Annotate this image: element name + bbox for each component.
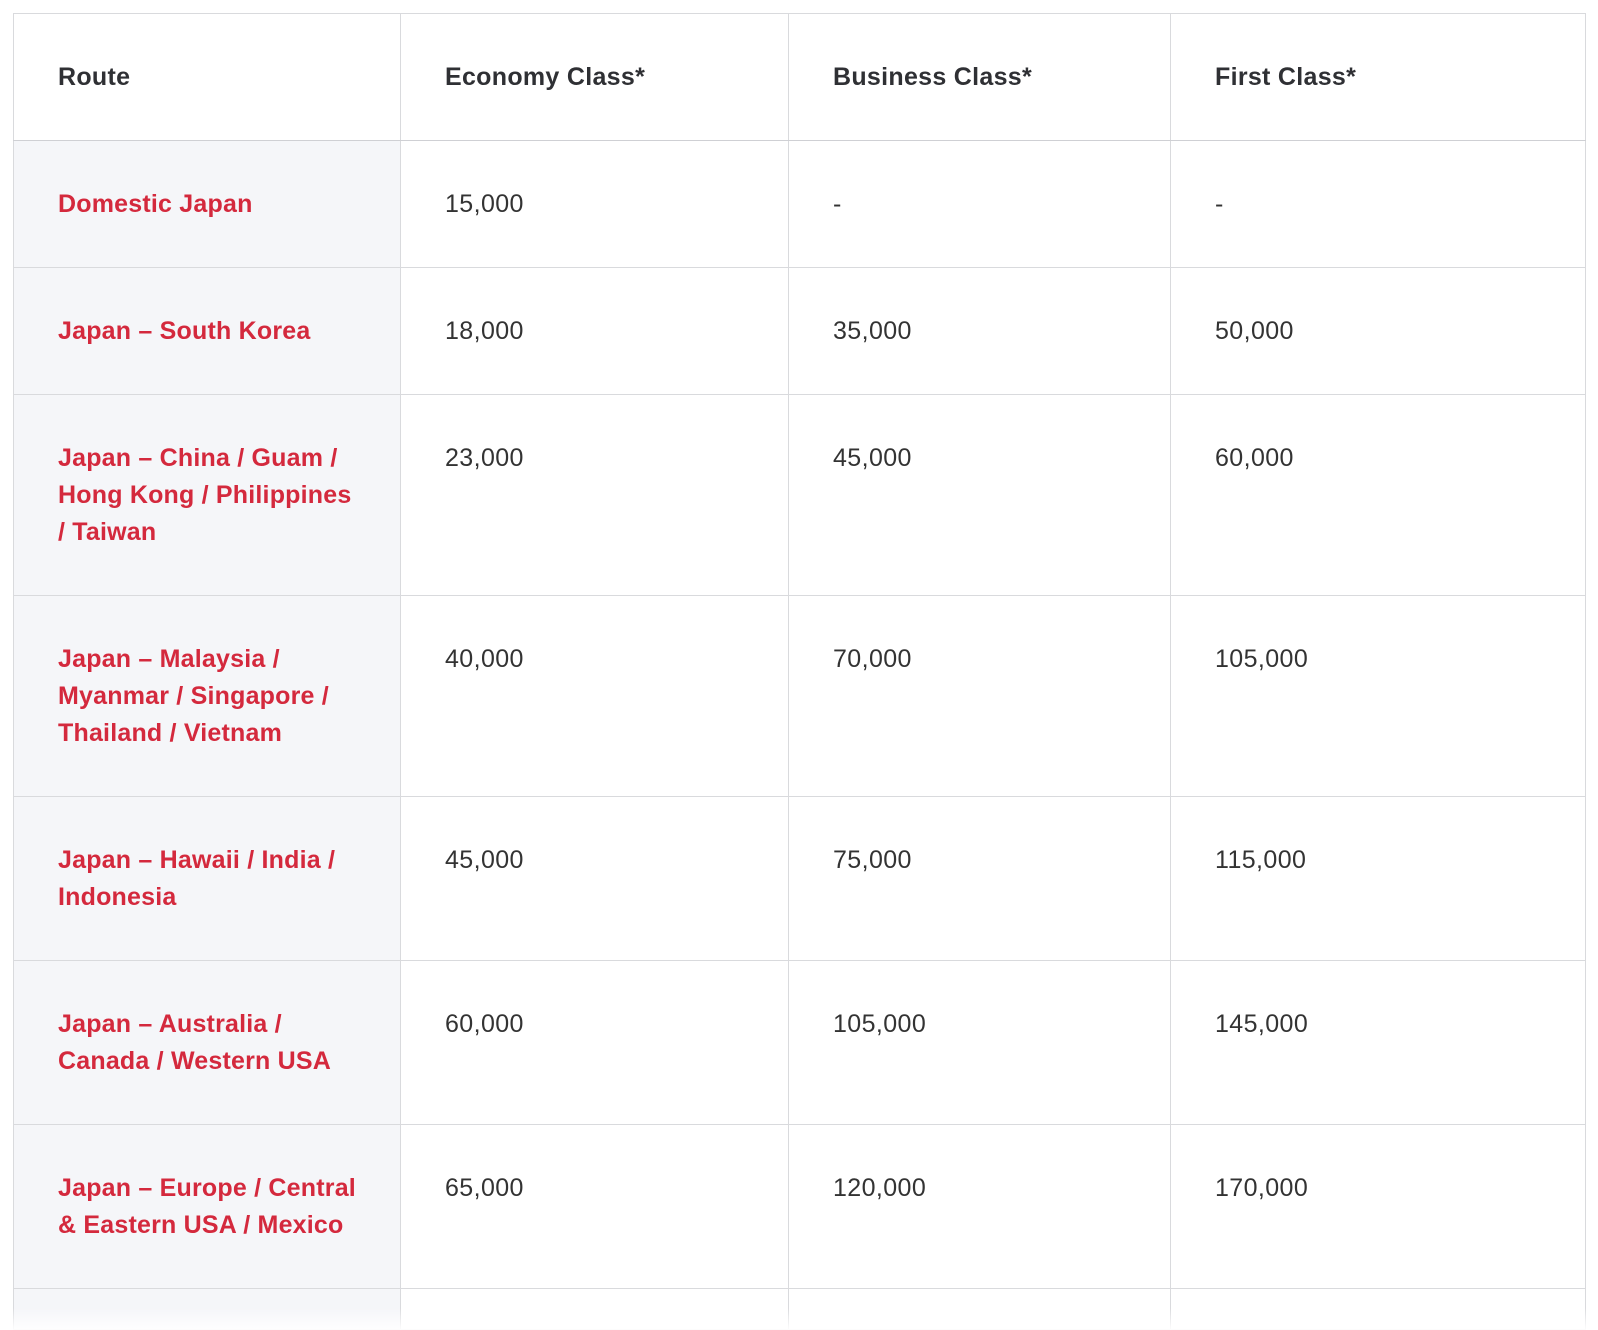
award-chart-table [13,13,1586,1330]
column-header-business: Business Class* [789,14,1171,141]
header-row [14,14,1586,141]
table-row-hawaii-india-indonesia [14,797,1586,961]
business-value: 75,000 [789,797,1171,961]
economy-value: 18,000 [401,268,789,395]
first-value: 60,000 [1171,395,1586,596]
business-value: - [789,141,1171,268]
economy-value: 60,000 [401,961,789,1125]
route-label: Japan – Europe / Central & Eastern USA / Mexico [14,1125,401,1289]
route-label: Japan – Australia / Canada / Western USA [14,961,401,1125]
table-row-south-korea [14,268,1586,395]
table-row-europe-central-eastern-usa-mexico [14,1125,1586,1289]
economy-value: 15,000 [401,141,789,268]
economy-value: 23,000 [401,395,789,596]
route-label [14,1289,401,1330]
business-value: 45,000 [789,395,1171,596]
route-label: Japan – Malaysia / Myanmar / Singapore / Thailand / Vietnam [14,596,401,797]
first-value [1171,1289,1586,1330]
first-value: 145,000 [1171,961,1586,1125]
table-row-australia-canada-western-usa [14,961,1586,1125]
first-value: 115,000 [1171,797,1586,961]
business-value: 120,000 [789,1125,1171,1289]
economy-value [401,1289,789,1330]
business-value [789,1289,1171,1330]
first-value: 170,000 [1171,1125,1586,1289]
table-row-partially-visible [14,1289,1586,1330]
business-value: 105,000 [789,961,1171,1125]
column-header-economy: Economy Class* [401,14,789,141]
table-row-malaysia-myanmar-singapore-thailand-vietnam [14,596,1586,797]
business-value: 70,000 [789,596,1171,797]
first-value: 50,000 [1171,268,1586,395]
first-value: - [1171,141,1586,268]
table-row-china-guam-hongkong-philippines-taiwan [14,395,1586,596]
economy-value: 45,000 [401,797,789,961]
award-chart-table-wrap [13,13,1586,1330]
route-label: Japan – South Korea [14,268,401,395]
business-value: 35,000 [789,268,1171,395]
column-header-first: First Class* [1171,14,1586,141]
route-label: Japan – China / Guam / Hong Kong / Philippines / Taiwan [14,395,401,596]
route-label: Japan – Hawaii / India / Indonesia [14,797,401,961]
route-label: Domestic Japan [14,141,401,268]
column-header-route: Route [14,14,401,141]
economy-value: 40,000 [401,596,789,797]
table-row-domestic-japan [14,141,1586,268]
first-value: 105,000 [1171,596,1586,797]
economy-value: 65,000 [401,1125,789,1289]
